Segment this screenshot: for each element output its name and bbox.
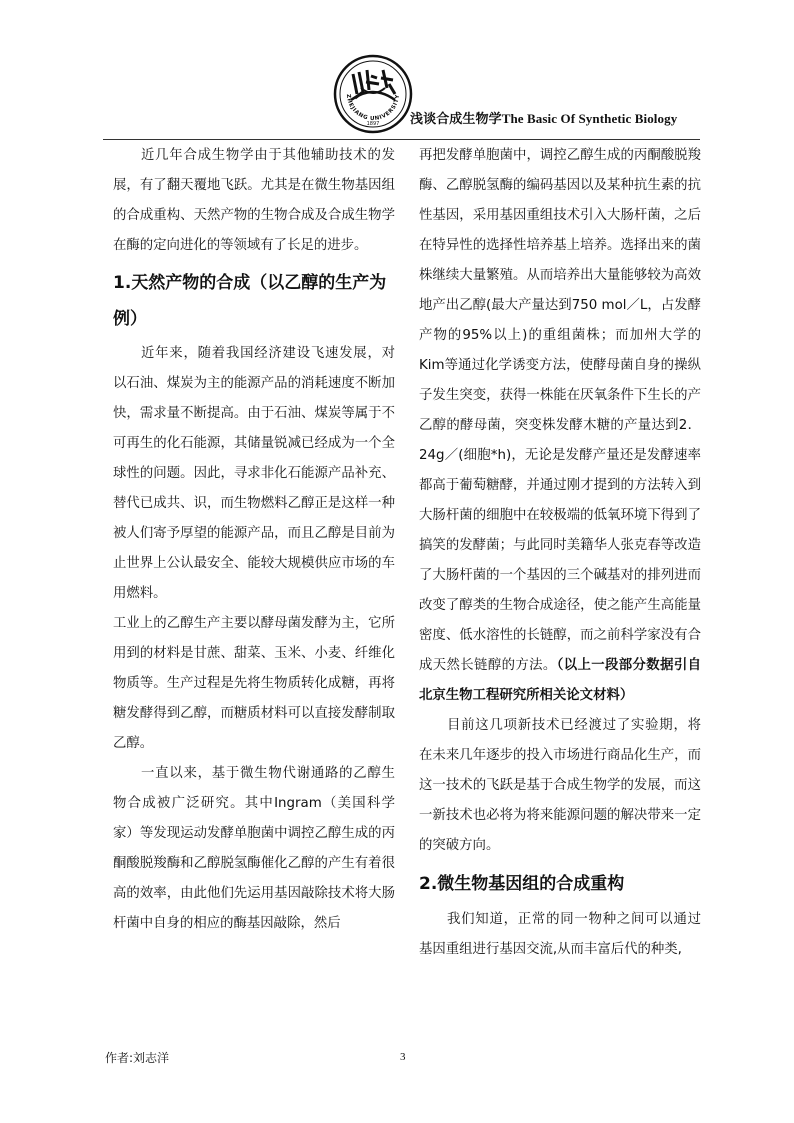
paragraph-industry: 工业上的乙醇生产主要以酵母菌发酵为主，它所用到的材料是甘蔗、甜菜、玉米、小麦、纤维化物质等。生产过程是先将生物质转化成糖，再将糖发酵得到乙醇，而糖质材料可以直接发酵制取乙醇。 [113, 616, 395, 751]
intro-paragraph: 近几年合成生物学由于其他辅助技术的发展，有了翻天覆地飞跃。尤其是在微生物基因组的合成重构、天然产物的生物合成及合成生物学在酶的定向进化的等领域有了长足的进步。 [113, 148, 395, 253]
paragraph-recent-years: 近年来，随着我国经济建设飞速发展，对以石油、煤炭为主的能源产品的消耗速度不断加快，需求量不断提高。由于石油、煤炭等属于不可再生的化石能源，其储量锐减已经成为一个全球性的问题。因此，寻求非化石能源产品补充、替代已成共、识，而生物燃料乙醇正是这样一种被人们寄予厚望的能源产品，而且乙醇是目前为止世界上公认最安全、能较大规模供应市场的车用燃料。 [113, 346, 395, 601]
paragraph-continued-text: 再把发酵单胞菌中，调控乙醇生成的丙酮酸脱羧酶、乙醇脱氢酶的编码基因以及某种抗生素的抗性基因，采用基因重组技术引入大肠杆菌，之后在特异性的选择性培养基上培养。选择出来的菌株继续大量繁殖。从而培养出大量能够较为高效地产出乙醇(最大产量达到750 mol／L，占发酵产物的95%以上)的重组菌株；而加州大学的Kim等通过化学诱变方法，使酵母菌自身的操纵子发生突变，获得一株能在厌氧条件下生长的产乙醇的酵母菌，突变株发酵木糖的产量达到2．24g／(细胞*h)，无论是发酵产量还是发酵速率都高于葡萄糖酵，并通过刚才提到的方法转入到大肠杆菌的细胞中在较极端的低氧环境下得到了搞笑的发酵菌；与此同时美籍华人张克春等改造了大肠杆菌的一个基因的三个碱基对的排列进而改变了醇类的生物合成途径，使之能产生高能量密度、低水溶性的长链醇，而之前科学家没有合成天然长链醇的方法。 [419, 148, 701, 673]
paragraph-continued [419, 141, 701, 711]
page-number: 3 [400, 1051, 406, 1063]
paragraph-genome: 我们知道，正常的同一物种之间可以通过基因重组进行基因交流,从而丰富后代的种类, [419, 912, 701, 957]
footer-author: 作者:刘志洋 [105, 1051, 170, 1065]
right-column [419, 141, 701, 965]
logo-arc-text: ZHEJIANG UNIVERSITY [344, 93, 402, 123]
paragraph-research: 一直以来，基于微生物代谢通路的乙醇生物合成被广泛研究。其中Ingram（美国科学家）等发现运动发酵单胞菌中调控乙醇生成的丙酮酸脱羧酶和乙醇脱氢酶催化乙醇的产生有着很高的效率，由此他们先运用基因敲除技术将大肠杆菌中自身的相应的酶基因敲除，然后 [113, 766, 395, 931]
left-column [113, 141, 395, 939]
paragraph-technology: 目前这几项新技术已经渡过了实验期，将在未来几年逐步的投入市场进行商品化生产，而这一技术的飞跃是基于合成生物学的发展，而这一新技术也必将为将来能源问题的解决带来一定的突破方向。 [419, 718, 701, 853]
section-heading-2: 2.微生物基因组的合成重构 [419, 874, 625, 894]
header-rule [103, 139, 700, 140]
running-title: 浅谈合成生物学The Basic Of Synthetic Biology [410, 111, 678, 126]
citation-note: （以上一段部分数据引自北京生物工程研究所相关论文材料） [419, 658, 701, 703]
university-seal-logo [333, 54, 413, 134]
section-heading-1: 1.天然产物的合成（以乙醇的生产为例） [113, 273, 387, 329]
logo-year: 1897 [366, 121, 380, 127]
